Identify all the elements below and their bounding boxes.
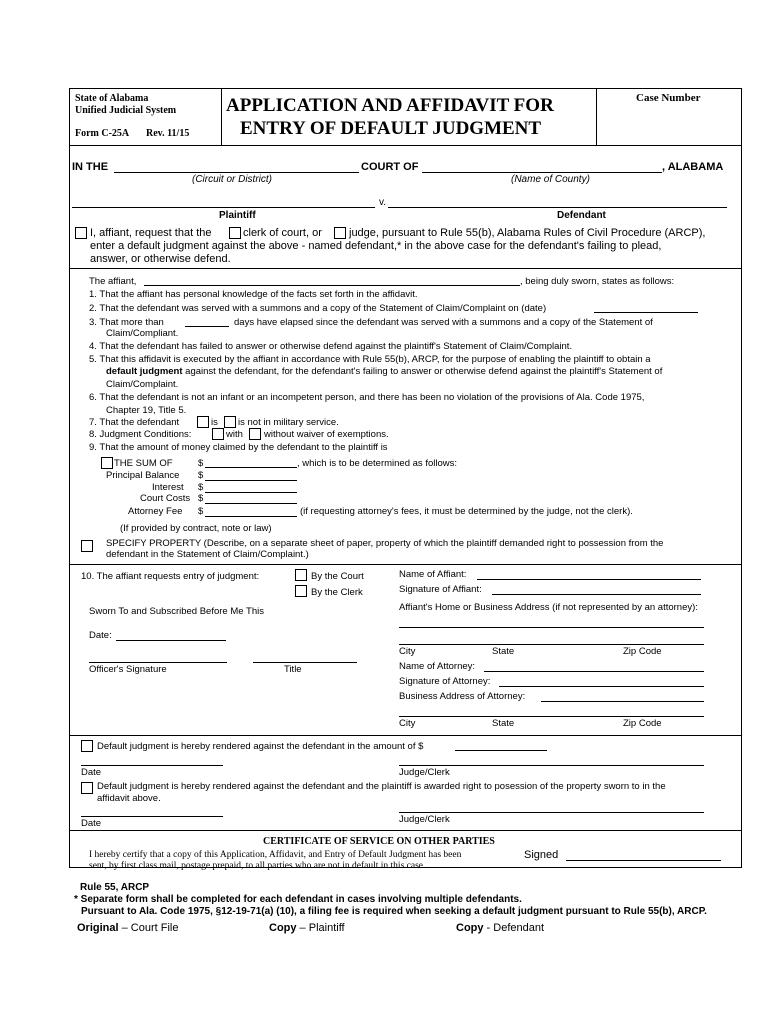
judgment-bottom-rule (69, 830, 742, 831)
affidavit-item-6b: Chapter 19, Title 5. (106, 405, 187, 416)
court-type-field[interactable] (114, 172, 359, 173)
footer-note-2: Pursuant to Ala. Code 1975, §12-19-71(a) (10), a filing fee is required when seeking a default judgment pursuant to Rule 55(b), ARCP. (81, 906, 707, 917)
request-text-2: clerk of court, or (243, 227, 322, 239)
home-state-label: State (492, 646, 515, 657)
sig-affiant-field[interactable] (492, 594, 701, 595)
request-text-1: I, affiant, request that the (90, 227, 212, 239)
case-number-label: Case Number (636, 92, 701, 104)
interest-label: Interest (152, 482, 184, 493)
affidavit-item-8c: without waiver of exemptions. (264, 429, 389, 440)
certificate-heading: CERTIFICATE OF SERVICE ON OTHER PARTIES (263, 836, 495, 847)
affiant-intro: The affiant, (89, 276, 137, 287)
default-judgment-bold: default judgment (106, 366, 183, 377)
interest-field[interactable] (205, 492, 297, 493)
copy-plaintiff-dest: – Plaintiff (296, 922, 345, 934)
affidavit-item-6a: 6. That the defendant is not an infant or an incompetent person, and there has been no violation of the provisions of Ala. Code 1975, (89, 392, 645, 403)
amount-judgment-text: Default judgment is hereby rendered against the defendant in the amount of $ (97, 741, 424, 752)
by-clerk-checkbox[interactable] (295, 585, 307, 597)
sum-dollar: $ (198, 458, 204, 469)
form-title-line2: ENTRY OF DEFAULT JUDGMENT (240, 118, 542, 139)
affidavit-item-8b: with (226, 429, 243, 440)
principal-dollar: $ (198, 470, 204, 481)
principal-field[interactable] (205, 480, 297, 481)
name-affiant-label: Name of Affiant: (399, 569, 467, 580)
form-number: Form C-25A (75, 128, 130, 139)
entry-bottom-rule (69, 735, 742, 736)
affidavit-item-5b (106, 366, 662, 377)
footer-note-1: * Separate form shall be completed for each defendant in cases involving multiple defendants. (74, 894, 522, 905)
county-hint: (Name of County) (511, 174, 590, 185)
date-label: Date: (89, 630, 112, 641)
specify-property-line2: defendant in the Statement of Claim/Complaint.) (106, 549, 309, 560)
certificate-text-2: sent, by first class mail, postage prepaid, to all parties who are not in default in this case. (89, 861, 426, 871)
affidavit-item-3b: days have elapsed since the defendant was served with a summons and a copy of the Statement of (234, 317, 653, 328)
affidavit-item-9: 9. That the amount of money claimed by the defendant to the plaintiff is (89, 442, 388, 453)
officer-signature-field[interactable] (89, 662, 227, 663)
specify-property-checkbox[interactable] (81, 540, 93, 552)
home-address-line2[interactable] (399, 644, 704, 645)
defendant-copy-label (456, 922, 544, 934)
affidavit-item-7c: is not in military service. (238, 417, 339, 428)
request-text-4: enter a default judgment against the above - named defendant,* in the above case for the defendant's failing to plead, (90, 240, 662, 252)
without-waiver-checkbox[interactable] (249, 428, 261, 440)
sum-of-label: THE SUM OF (114, 458, 173, 469)
business-address-label: Business Address of Attorney: (399, 691, 526, 702)
court-costs-label: Court Costs (140, 493, 191, 504)
rule-label: Rule 55, ARCP (80, 882, 150, 893)
possession-judgment-checkbox[interactable] (81, 782, 93, 794)
attorney-fee-field[interactable] (205, 516, 297, 517)
defendant-field[interactable] (388, 207, 727, 208)
judge-clerk-field-1[interactable] (399, 765, 704, 766)
sig-attorney-field[interactable] (499, 686, 704, 687)
clerk-checkbox[interactable] (229, 227, 241, 239)
affidavit-item-3c: Claim/Compliant. (106, 328, 179, 339)
court-costs-field[interactable] (205, 503, 297, 504)
form-title-line1: APPLICATION AND AFFIDAVIT FOR (226, 95, 554, 116)
by-clerk-label: By the Clerk (311, 587, 363, 598)
signed-field[interactable] (566, 860, 721, 861)
header-bottom-rule (69, 145, 742, 146)
military-is-checkbox[interactable] (197, 416, 209, 428)
affidavit-item-1: 1. That the affiant has personal knowledge of the facts set forth in the affidavit. (89, 289, 418, 300)
request-bottom-rule (69, 268, 742, 269)
in-the-label: IN THE (72, 161, 109, 173)
affidavit-item-7a: 7. That the defendant (89, 417, 180, 428)
affidavit-item-5c: Claim/Complaint. (106, 379, 179, 390)
sworn-date-field[interactable] (116, 640, 226, 641)
attorney-fee-label: Attorney Fee (128, 506, 183, 517)
court-costs-dollar: $ (198, 493, 204, 504)
service-date-field[interactable] (594, 312, 698, 313)
court-of-label: COURT OF (361, 161, 419, 173)
affiant-name-field[interactable] (144, 285, 520, 286)
attorney-fee-note: (if requesting attorney's fees, it must be determined by the judge, not the clerk). (300, 506, 633, 517)
possession-text-1: Default judgment is hereby rendered against the defendant and the plaintiff is awarded right to posession of the property sworn to in the (97, 781, 666, 792)
judgment-date-field-2[interactable] (81, 816, 223, 817)
item-10-label: 10. The affiant requests entry of judgment: (81, 571, 260, 582)
original-copy-label (77, 922, 178, 934)
home-address-line1[interactable] (399, 627, 704, 628)
judge-checkbox[interactable] (334, 227, 346, 239)
officer-title-field[interactable] (253, 662, 357, 663)
affidavit-item-7b: is (211, 417, 218, 428)
sum-amount-field[interactable] (205, 467, 297, 468)
name-affiant-field[interactable] (477, 579, 701, 580)
home-city-label: City (399, 646, 416, 657)
officer-signature-label: Officer's Signature (89, 664, 167, 675)
days-elapsed-field[interactable] (185, 326, 229, 327)
home-address-label: Affiant's Home or Business Address (if not represented by an attorney): (399, 602, 698, 613)
officer-title-label: Title (284, 664, 302, 675)
judge-clerk-field-2[interactable] (399, 812, 704, 813)
sworn-label: Sworn To and Subscribed Before Me This (89, 606, 264, 617)
certificate-text-1: I hereby certify that a copy of this Application, Affidavit, and Entry of Default Judgment has been (89, 850, 462, 860)
copy-plaintiff-bold: Copy (269, 922, 297, 934)
amount-judgment-checkbox[interactable] (81, 740, 93, 752)
home-zip-label: Zip Code (623, 646, 662, 657)
specify-property-line1: SPECIFY PROPERTY (Describe, on a separate sheet of paper, property of which the plaintiff demanded right to possession from the (106, 538, 664, 549)
header-divider-left (221, 88, 222, 145)
original-dest: – Court File (118, 922, 179, 934)
form-revision: Rev. 11/15 (146, 128, 190, 139)
judgment-date-label-2: Date (81, 818, 102, 829)
copy-defendant-bold: Copy (456, 922, 484, 934)
state-label: State of Alabama (75, 93, 149, 104)
affidavit-item-3a: 3. That more than (89, 317, 164, 328)
business-state-label: State (492, 718, 515, 729)
circuit-hint: (Circuit or District) (192, 174, 272, 185)
affidavit-bottom-rule (69, 564, 742, 565)
attorney-fee-dollar: $ (198, 506, 204, 517)
judgment-amount-field[interactable] (455, 750, 547, 751)
by-court-label: By the Court (311, 571, 364, 582)
contract-note: (If provided by contract, note or law) (120, 523, 272, 534)
possession-text-2: affidavit above. (97, 793, 161, 804)
signed-label: Signed (524, 849, 559, 861)
alabama-label: , ALABAMA (662, 161, 724, 173)
system-label: Unified Judicial System (75, 105, 177, 116)
with-waiver-checkbox[interactable] (212, 428, 224, 440)
copy-defendant-dest: - Defendant (483, 922, 545, 934)
name-attorney-field[interactable] (484, 671, 704, 672)
versus-label: v. (379, 197, 387, 208)
request-checkbox[interactable] (75, 227, 87, 239)
original-bold: Original (77, 922, 119, 934)
affidavit-item-5a: 5. That this affidavit is executed by the affiant in accordance with Rule 55(b), ARCP, for the purpose of enabling the plaintiff to obtain a (89, 354, 651, 365)
judge-clerk-label-2: Judge/Clerk (399, 814, 450, 825)
business-city-label: City (399, 718, 416, 729)
county-field[interactable] (422, 172, 662, 173)
by-court-checkbox[interactable] (295, 569, 307, 581)
affiant-intro-end: , being duly sworn, states as follows: (520, 276, 675, 287)
affidavit-item-4: 4. That the defendant has failed to answer or otherwise defend against the plaintiff's Statement of Claim/Complaint. (89, 341, 573, 352)
military-is-not-checkbox[interactable] (224, 416, 236, 428)
name-attorney-label: Name of Attorney: (399, 661, 476, 672)
plaintiff-label: Plaintiff (219, 210, 256, 221)
header-divider-right (596, 88, 597, 145)
plaintiff-copy-label (269, 922, 345, 934)
sum-note: , which is to be determined as follows: (297, 458, 457, 469)
judgment-date-label-1: Date (81, 767, 102, 778)
affidavit-item-8a: 8. Judgment Conditions: (89, 429, 192, 440)
business-zip-label: Zip Code (623, 718, 662, 729)
judge-clerk-label-1: Judge/Clerk (399, 767, 450, 778)
sig-attorney-label: Signature of Attorney: (399, 676, 491, 687)
affidavit-item-5b-text: against the defendant, for the defendant's failing to answer or otherwise defend against the plaintiff's Statement of (182, 366, 663, 377)
sum-of-checkbox[interactable] (101, 457, 113, 469)
plaintiff-field[interactable] (72, 207, 375, 208)
principal-label: Principal Balance (106, 470, 180, 481)
business-address-line1[interactable] (541, 701, 704, 702)
affidavit-item-2: 2. That the defendant was served with a summons and a copy of the Statement of Claim/Complaint on (date) (89, 303, 547, 314)
interest-dollar: $ (198, 482, 204, 493)
judgment-date-field-1[interactable] (81, 765, 223, 766)
defendant-label: Defendant (557, 210, 606, 221)
business-address-line2[interactable] (399, 716, 704, 717)
request-text-5: answer, or otherwise defend. (90, 253, 231, 265)
sig-affiant-label: Signature of Affiant: (399, 584, 482, 595)
request-text-3: judge, pursuant to Rule 55(b), Alabama Rules of Civil Procedure (ARCP), (349, 227, 706, 239)
